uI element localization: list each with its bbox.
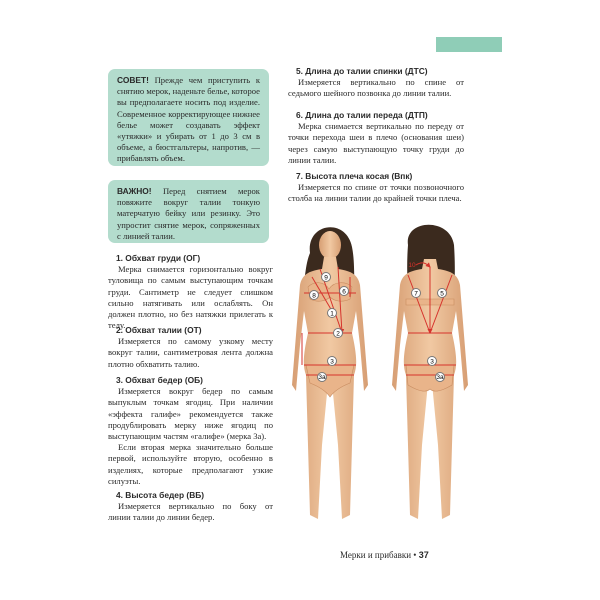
svg-text:9: 9 bbox=[324, 274, 328, 282]
section-shoulder-slope bbox=[288, 171, 464, 205]
important-text: Перед снятием мерок повяжите вокруг талии тонкую матерчатую бейку или резинку. Это упростит снятие мерок, сопряженных с линией талии. bbox=[117, 186, 260, 241]
section-hips bbox=[108, 375, 273, 487]
svg-text:5: 5 bbox=[440, 290, 444, 298]
section-tab bbox=[436, 37, 502, 52]
svg-text:8: 8 bbox=[312, 292, 316, 300]
svg-text:7: 7 bbox=[414, 290, 418, 298]
footer-title: Мерки и прибавки bbox=[340, 550, 412, 560]
svg-text:2: 2 bbox=[336, 330, 340, 338]
section-waist bbox=[108, 325, 273, 370]
section-title: 5. Длина до талии спинки (ДТС) bbox=[296, 66, 428, 76]
section-text: Если вторая мерка значительно больше первой, используйте вторую, особенно в изделиях, которые предполагают узкие силуэты. bbox=[108, 442, 273, 486]
section-front-waist-length bbox=[288, 110, 464, 166]
svg-text:3: 3 bbox=[330, 358, 334, 366]
important-label: ВАЖНО! bbox=[117, 186, 152, 196]
section-title: 7. Высота плеча косая (Впк) bbox=[296, 171, 413, 181]
section-back-waist-length bbox=[288, 66, 464, 100]
svg-text:3а: 3а bbox=[318, 374, 326, 381]
section-text: Измеряется по спине от точки позвоночного столба на линии талии до крайней точки плеча. bbox=[288, 182, 464, 204]
back-figure bbox=[392, 225, 468, 519]
page-footer bbox=[340, 550, 429, 560]
tip-text: Прежде чем приступить к снятию мерок, наденьте белье, которое вы предполагаете носить под изделие. Современное корректирующее нижнее белье может создавать эффект «утяжки» и убирать от 1 до 3 см в объеме, а бюстгальтеры, напротив, — прибавлять объем. bbox=[117, 75, 260, 164]
section-title: 2. Обхват талии (ОТ) bbox=[116, 325, 202, 335]
section-text: Измеряется вокруг бедер по самым выпуклым точкам ягодиц. При наличии «эффекта галифе» рекомендуется также продублировать мерку ниже ягодиц по выступающим частям «галифе» (мерка 3а). bbox=[108, 386, 273, 442]
front-figure bbox=[292, 227, 368, 519]
section-title: 6. Длина до талии переда (ДТП) bbox=[296, 110, 428, 120]
front-head bbox=[319, 231, 341, 259]
svg-text:1: 1 bbox=[330, 310, 334, 318]
section-text: Измеряется по самому узкому месту вокруг талии, сантиметровая лента должна плотно обхватить талию. bbox=[108, 336, 273, 369]
svg-text:3а: 3а bbox=[436, 374, 444, 381]
section-title: 3. Обхват бедер (ОБ) bbox=[116, 375, 203, 385]
section-hip-height bbox=[108, 490, 273, 524]
svg-text:3: 3 bbox=[430, 358, 434, 366]
tip-box bbox=[108, 69, 269, 166]
section-text: Измеряется вертикально по боку от линии талии до линии бедер. bbox=[108, 501, 273, 523]
section-title: 4. Высота бедер (ВБ) bbox=[116, 490, 205, 500]
section-title: 1. Обхват груди (ОГ) bbox=[116, 253, 201, 263]
back-briefs bbox=[406, 365, 454, 391]
svg-text:10: 10 bbox=[408, 262, 416, 269]
section-text: Мерка снимается вертикально по переду от точки перехода шеи в плечо (основания шеи) через самую выступающую точку груди до линии талии. bbox=[288, 121, 464, 165]
section-bust bbox=[108, 253, 273, 331]
page-number: 37 bbox=[418, 550, 429, 560]
important-box bbox=[108, 180, 269, 243]
section-text: Измеряется вертикально по спине от седьмого шейного позвонка до линии талии. bbox=[288, 77, 464, 99]
footer-separator: • bbox=[411, 550, 419, 560]
tip-label: СОВЕТ! bbox=[117, 75, 149, 85]
measurement-figures bbox=[280, 215, 480, 535]
section-text: Мерка снимается горизонтально вокруг туловища по самым выступающим точкам груди. Сантиметр не следует слишком сильно натягивать или ослаблять. Он должен плотно, но без натяжки прилегать к телу. bbox=[108, 264, 273, 331]
svg-text:6: 6 bbox=[342, 288, 346, 296]
